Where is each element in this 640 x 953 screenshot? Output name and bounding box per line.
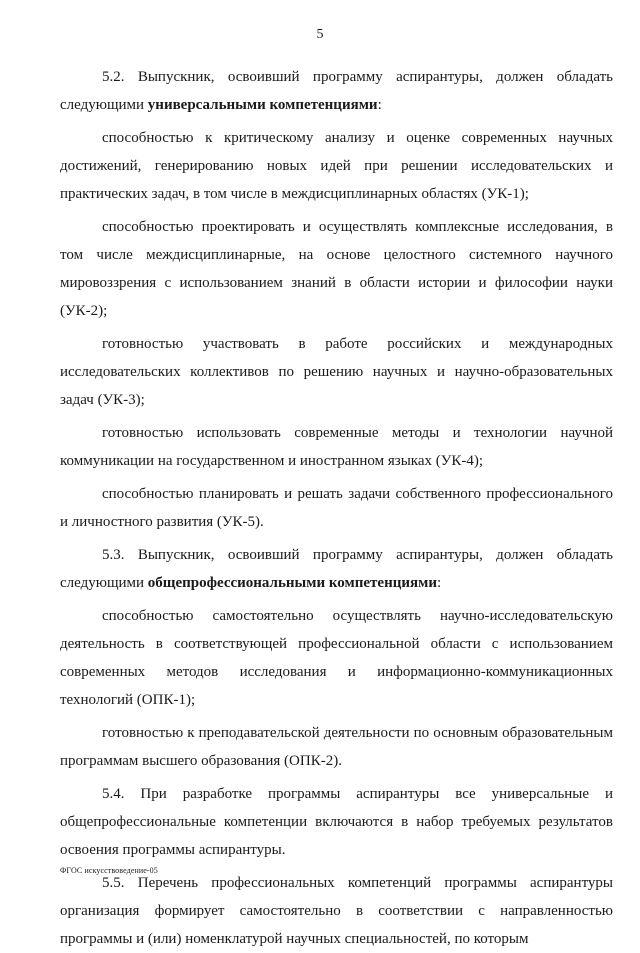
paragraph-5-5: 5.5. Перечень профессиональных компетенций программы аспирантуры организация формирует самостоятельно в соответствии с направленностью программы и (или) номенклатурой научных специальностей, по которым	[60, 875, 613, 947]
paragraph-uk-1: способностью к критическому анализу и оценке современных научных достижений, генерированию новых идей при решении исследовательских и практических задач, в том числе в междисциплинарных областях (УК-1);	[60, 130, 613, 202]
footer-label: ФГОС искусствоведение-05	[60, 866, 158, 875]
page-number: 5	[316, 27, 324, 42]
paragraph-text: :	[377, 97, 382, 113]
paragraph-text: :	[436, 575, 442, 591]
paragraph-uk-3: готовностью участвовать в работе российских и международных исследовательских коллективов по решению научных и научно-образовательных задач (УК-3);	[60, 336, 613, 408]
paragraph-uk-2: способностью проектировать и осуществлять комплексные исследования, в том числе междисциплинарные, на основе целостного системного научного мировоззрения с использованием знаний в области истории и философии науки (УК-2);	[60, 219, 613, 319]
paragraph-uk-5: способностью планировать и решать задачи собственного профессионального и личностного развития (УК-5).	[60, 486, 613, 530]
paragraph-opk-2: готовностью к преподавательской деятельности по основным образовательным программам высшего образования (ОПК-2).	[60, 725, 613, 769]
bold-term: универсальными компетенциями	[147, 97, 378, 113]
paragraph-opk-1: способностью самостоятельно осуществлять научно-исследовательскую деятельность в соответствующей профессиональной области с использованием современных методов исследования и информационно-коммуникационных технологий (ОПК-1);	[60, 608, 613, 708]
bold-term: общепрофессиональными компетенциями	[147, 575, 437, 591]
document-body	[60, 63, 613, 953]
paragraph-5-4: 5.4. При разработке программы аспирантуры все универсальные и общепрофессиональные компетенции включаются в набор требуемых результатов освоения программы аспирантуры.	[60, 786, 613, 858]
paragraph-5-3	[60, 541, 613, 597]
paragraph-5-2	[60, 63, 613, 119]
paragraph-text: 5.2. Выпускник, освоивший программу аспирантуры, должен обладать следующими	[60, 69, 613, 113]
paragraph-text: 5.3. Выпускник, освоивший программу аспирантуры, должен обладать следующими	[60, 547, 613, 591]
paragraph-uk-4: готовностью использовать современные методы и технологии научной коммуникации на государственном и иностранном языках (УК-4);	[60, 425, 613, 469]
